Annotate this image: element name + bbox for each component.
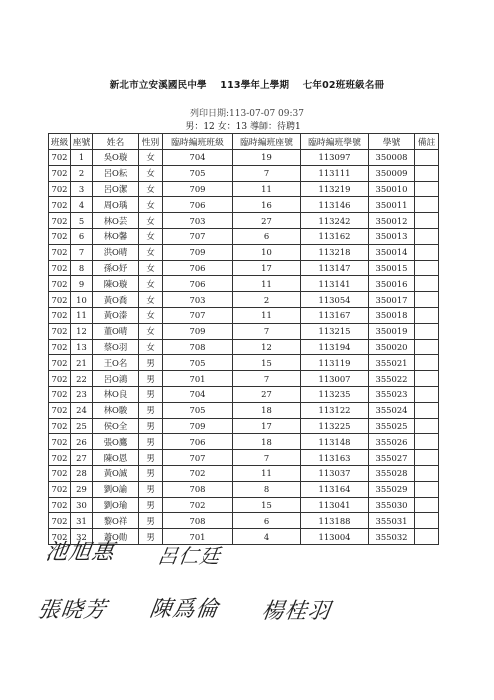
cell-temp-seat: 7 bbox=[233, 371, 301, 387]
cell-student-id: 350008 bbox=[369, 150, 415, 166]
col-header-temp-id: 臨時編班學號 bbox=[301, 134, 369, 150]
table-row bbox=[49, 339, 439, 355]
cell-name: 黃O誠 bbox=[93, 465, 139, 481]
cell-temp-id: 113146 bbox=[301, 197, 369, 213]
cell-temp-id: 113147 bbox=[301, 260, 369, 276]
cell-gender: 男 bbox=[139, 465, 163, 481]
cell-temp-seat: 10 bbox=[233, 244, 301, 260]
cell-temp-class: 704 bbox=[163, 386, 233, 402]
cell-student-id: 350012 bbox=[369, 213, 415, 229]
table-row bbox=[49, 355, 439, 371]
cell-temp-id: 113242 bbox=[301, 213, 369, 229]
cell-temp-id: 113122 bbox=[301, 402, 369, 418]
cell-gender: 男 bbox=[139, 371, 163, 387]
cell-temp-class: 703 bbox=[163, 292, 233, 308]
table-row bbox=[49, 434, 439, 450]
cell-seat: 4 bbox=[71, 197, 93, 213]
cell-temp-seat: 12 bbox=[233, 339, 301, 355]
cell-remarks bbox=[415, 260, 439, 276]
cell-remarks bbox=[415, 434, 439, 450]
table-row bbox=[49, 150, 439, 166]
cell-temp-id: 113188 bbox=[301, 513, 369, 529]
col-header-seat: 座號 bbox=[71, 134, 93, 150]
document-title bbox=[0, 77, 494, 91]
cell-seat: 32 bbox=[71, 529, 93, 545]
cell-temp-id: 113215 bbox=[301, 323, 369, 339]
table-header-row bbox=[49, 134, 439, 150]
table-row bbox=[49, 244, 439, 260]
cell-temp-seat: 8 bbox=[233, 481, 301, 497]
cell-remarks bbox=[415, 402, 439, 418]
cell-name: 劉O諭 bbox=[93, 481, 139, 497]
cell-class: 702 bbox=[49, 244, 71, 260]
cell-class: 702 bbox=[49, 307, 71, 323]
cell-temp-seat: 27 bbox=[233, 213, 301, 229]
cell-temp-class: 709 bbox=[163, 244, 233, 260]
cell-gender: 女 bbox=[139, 165, 163, 181]
cell-remarks bbox=[415, 339, 439, 355]
cell-temp-class: 705 bbox=[163, 165, 233, 181]
cell-remarks bbox=[415, 418, 439, 434]
cell-temp-class: 708 bbox=[163, 481, 233, 497]
cell-class: 702 bbox=[49, 371, 71, 387]
table-row bbox=[49, 402, 439, 418]
cell-seat: 5 bbox=[71, 213, 93, 229]
cell-temp-seat: 15 bbox=[233, 497, 301, 513]
table-row bbox=[49, 197, 439, 213]
cell-class: 702 bbox=[49, 465, 71, 481]
cell-temp-class: 707 bbox=[163, 228, 233, 244]
cell-name: 呂O耘 bbox=[93, 165, 139, 181]
cell-class: 702 bbox=[49, 386, 71, 402]
cell-student-id: 350014 bbox=[369, 244, 415, 260]
cell-seat: 2 bbox=[71, 165, 93, 181]
cell-seat: 30 bbox=[71, 497, 93, 513]
cell-temp-seat: 7 bbox=[233, 450, 301, 466]
cell-name: 黃O喬 bbox=[93, 292, 139, 308]
cell-remarks bbox=[415, 213, 439, 229]
cell-temp-class: 708 bbox=[163, 339, 233, 355]
cell-temp-seat: 11 bbox=[233, 465, 301, 481]
cell-seat: 9 bbox=[71, 276, 93, 292]
cell-temp-seat: 18 bbox=[233, 434, 301, 450]
cell-student-id: 355027 bbox=[369, 450, 415, 466]
cell-temp-class: 706 bbox=[163, 260, 233, 276]
table-row bbox=[49, 228, 439, 244]
col-header-name: 姓名 bbox=[93, 134, 139, 150]
cell-temp-class: 706 bbox=[163, 434, 233, 450]
col-header-temp-class: 臨時編班班級 bbox=[163, 134, 233, 150]
cell-name: 洪O晴 bbox=[93, 244, 139, 260]
cell-temp-seat: 15 bbox=[233, 355, 301, 371]
cell-temp-seat: 2 bbox=[233, 292, 301, 308]
cell-temp-class: 701 bbox=[163, 529, 233, 545]
cell-student-id: 355029 bbox=[369, 481, 415, 497]
cell-seat: 24 bbox=[71, 402, 93, 418]
cell-seat: 1 bbox=[71, 150, 93, 166]
cell-student-id: 355025 bbox=[369, 418, 415, 434]
cell-name: 黃O溱 bbox=[93, 307, 139, 323]
cell-class: 702 bbox=[49, 402, 71, 418]
cell-name: 侯O全 bbox=[93, 418, 139, 434]
cell-class: 702 bbox=[49, 450, 71, 466]
cell-gender: 女 bbox=[139, 323, 163, 339]
cell-class: 702 bbox=[49, 150, 71, 166]
cell-remarks bbox=[415, 307, 439, 323]
table-row bbox=[49, 450, 439, 466]
cell-class: 702 bbox=[49, 228, 71, 244]
cell-temp-seat: 17 bbox=[233, 418, 301, 434]
cell-student-id: 350015 bbox=[369, 260, 415, 276]
cell-student-id: 350011 bbox=[369, 197, 415, 213]
cell-name: 蕭O勛 bbox=[93, 529, 139, 545]
cell-student-id: 355031 bbox=[369, 513, 415, 529]
cell-remarks bbox=[415, 529, 439, 545]
cell-temp-class: 704 bbox=[163, 150, 233, 166]
cell-temp-seat: 18 bbox=[233, 402, 301, 418]
cell-class: 702 bbox=[49, 434, 71, 450]
cell-temp-id: 113194 bbox=[301, 339, 369, 355]
cell-remarks bbox=[415, 355, 439, 371]
cell-name: 吳O璇 bbox=[93, 150, 139, 166]
cell-student-id: 355030 bbox=[369, 497, 415, 513]
cell-remarks bbox=[415, 165, 439, 181]
print-date: 列印日期:113-07-07 09:37 bbox=[190, 109, 304, 119]
col-header-gender: 性別 bbox=[139, 134, 163, 150]
cell-student-id: 355024 bbox=[369, 402, 415, 418]
cell-class: 702 bbox=[49, 292, 71, 308]
cell-class: 702 bbox=[49, 165, 71, 181]
cell-remarks bbox=[415, 371, 439, 387]
cell-remarks bbox=[415, 513, 439, 529]
cell-gender: 女 bbox=[139, 260, 163, 276]
col-header-class: 班級 bbox=[49, 134, 71, 150]
cell-name: 林O良 bbox=[93, 386, 139, 402]
cell-name: 呂O鴻 bbox=[93, 371, 139, 387]
cell-temp-class: 703 bbox=[163, 213, 233, 229]
roster-table bbox=[48, 133, 439, 545]
cell-remarks bbox=[415, 244, 439, 260]
cell-remarks bbox=[415, 150, 439, 166]
cell-seat: 27 bbox=[71, 450, 93, 466]
cell-gender: 女 bbox=[139, 244, 163, 260]
cell-class: 702 bbox=[49, 260, 71, 276]
cell-class: 702 bbox=[49, 418, 71, 434]
cell-seat: 12 bbox=[71, 323, 93, 339]
cell-temp-id: 113164 bbox=[301, 481, 369, 497]
signature-2: 呂仁廷 bbox=[156, 544, 223, 568]
cell-temp-id: 113004 bbox=[301, 529, 369, 545]
cell-class: 702 bbox=[49, 481, 71, 497]
cell-seat: 11 bbox=[71, 307, 93, 323]
cell-temp-id: 113167 bbox=[301, 307, 369, 323]
cell-class: 702 bbox=[49, 323, 71, 339]
cell-remarks bbox=[415, 323, 439, 339]
cell-remarks bbox=[415, 197, 439, 213]
class-summary: 男：12 女：13 導師：待聘1 bbox=[185, 122, 301, 132]
cell-seat: 28 bbox=[71, 465, 93, 481]
cell-temp-seat: 19 bbox=[233, 150, 301, 166]
cell-temp-seat: 11 bbox=[233, 181, 301, 197]
cell-temp-class: 702 bbox=[163, 497, 233, 513]
cell-student-id: 355022 bbox=[369, 371, 415, 387]
cell-remarks bbox=[415, 481, 439, 497]
cell-remarks bbox=[415, 181, 439, 197]
cell-temp-id: 113219 bbox=[301, 181, 369, 197]
cell-seat: 23 bbox=[71, 386, 93, 402]
cell-gender: 女 bbox=[139, 339, 163, 355]
cell-class: 702 bbox=[49, 181, 71, 197]
cell-temp-seat: 6 bbox=[233, 513, 301, 529]
cell-temp-id: 113041 bbox=[301, 497, 369, 513]
cell-temp-class: 702 bbox=[163, 465, 233, 481]
cell-name: 呂O潔 bbox=[93, 181, 139, 197]
cell-student-id: 355028 bbox=[369, 465, 415, 481]
table-row bbox=[49, 418, 439, 434]
cell-gender: 男 bbox=[139, 497, 163, 513]
cell-student-id: 350010 bbox=[369, 181, 415, 197]
cell-temp-id: 113119 bbox=[301, 355, 369, 371]
term-label: 113學年上學期 bbox=[220, 80, 290, 91]
cell-gender: 女 bbox=[139, 292, 163, 308]
signature-1: 池旭惠 bbox=[43, 540, 117, 565]
cell-gender: 女 bbox=[139, 307, 163, 323]
table-row bbox=[49, 481, 439, 497]
table-row bbox=[49, 371, 439, 387]
cell-student-id: 355021 bbox=[369, 355, 415, 371]
cell-gender: 女 bbox=[139, 197, 163, 213]
table-row bbox=[49, 513, 439, 529]
table-row bbox=[49, 165, 439, 181]
cell-temp-class: 701 bbox=[163, 371, 233, 387]
cell-temp-seat: 4 bbox=[233, 529, 301, 545]
cell-temp-class: 709 bbox=[163, 418, 233, 434]
cell-gender: 女 bbox=[139, 213, 163, 229]
cell-name: 林O駿 bbox=[93, 402, 139, 418]
cell-seat: 31 bbox=[71, 513, 93, 529]
cell-seat: 8 bbox=[71, 260, 93, 276]
cell-gender: 男 bbox=[139, 386, 163, 402]
cell-name: 黎O祥 bbox=[93, 513, 139, 529]
table-row bbox=[49, 292, 439, 308]
cell-student-id: 355032 bbox=[369, 529, 415, 545]
cell-gender: 男 bbox=[139, 434, 163, 450]
cell-gender: 女 bbox=[139, 150, 163, 166]
table-row bbox=[49, 276, 439, 292]
cell-class: 702 bbox=[49, 497, 71, 513]
cell-name: 陳O恩 bbox=[93, 450, 139, 466]
cell-student-id: 350009 bbox=[369, 165, 415, 181]
cell-temp-id: 113111 bbox=[301, 165, 369, 181]
cell-remarks bbox=[415, 292, 439, 308]
cell-name: 王O名 bbox=[93, 355, 139, 371]
cell-temp-class: 706 bbox=[163, 197, 233, 213]
table-row bbox=[49, 181, 439, 197]
table-row bbox=[49, 497, 439, 513]
cell-temp-seat: 17 bbox=[233, 260, 301, 276]
cell-gender: 男 bbox=[139, 402, 163, 418]
cell-remarks bbox=[415, 465, 439, 481]
cell-name: 劉O瑜 bbox=[93, 497, 139, 513]
cell-seat: 26 bbox=[71, 434, 93, 450]
cell-class: 702 bbox=[49, 355, 71, 371]
cell-gender: 男 bbox=[139, 355, 163, 371]
cell-seat: 21 bbox=[71, 355, 93, 371]
cell-temp-class: 705 bbox=[163, 402, 233, 418]
cell-temp-class: 709 bbox=[163, 323, 233, 339]
cell-gender: 男 bbox=[139, 418, 163, 434]
cell-remarks bbox=[415, 228, 439, 244]
cell-temp-class: 707 bbox=[163, 307, 233, 323]
cell-temp-id: 113235 bbox=[301, 386, 369, 402]
cell-seat: 7 bbox=[71, 244, 93, 260]
cell-student-id: 350020 bbox=[369, 339, 415, 355]
cell-temp-class: 705 bbox=[163, 355, 233, 371]
cell-seat: 6 bbox=[71, 228, 93, 244]
cell-name: 周O瑀 bbox=[93, 197, 139, 213]
cell-class: 702 bbox=[49, 529, 71, 545]
cell-seat: 22 bbox=[71, 371, 93, 387]
cell-gender: 男 bbox=[139, 481, 163, 497]
cell-temp-id: 113141 bbox=[301, 276, 369, 292]
cell-seat: 3 bbox=[71, 181, 93, 197]
cell-gender: 女 bbox=[139, 181, 163, 197]
cell-temp-seat: 11 bbox=[233, 307, 301, 323]
col-header-remarks: 備註 bbox=[415, 134, 439, 150]
cell-temp-id: 113225 bbox=[301, 418, 369, 434]
cell-gender: 女 bbox=[139, 276, 163, 292]
cell-temp-seat: 16 bbox=[233, 197, 301, 213]
cell-student-id: 355026 bbox=[369, 434, 415, 450]
table-row bbox=[49, 307, 439, 323]
signature-5: 楊桂羽 bbox=[259, 599, 333, 624]
cell-remarks bbox=[415, 276, 439, 292]
signature-4: 陳爲倫 bbox=[147, 597, 221, 622]
cell-temp-id: 113148 bbox=[301, 434, 369, 450]
table-row bbox=[49, 465, 439, 481]
cell-temp-id: 113007 bbox=[301, 371, 369, 387]
cell-seat: 25 bbox=[71, 418, 93, 434]
cell-remarks bbox=[415, 386, 439, 402]
cell-temp-id: 113218 bbox=[301, 244, 369, 260]
signature-3: 張晓芳 bbox=[35, 598, 109, 623]
cell-temp-class: 709 bbox=[163, 181, 233, 197]
cell-remarks bbox=[415, 497, 439, 513]
school-name: 新北市立安溪國民中學 bbox=[109, 80, 207, 91]
cell-gender: 男 bbox=[139, 529, 163, 545]
cell-temp-seat: 7 bbox=[233, 165, 301, 181]
cell-class: 702 bbox=[49, 197, 71, 213]
cell-name: 張O鷹 bbox=[93, 434, 139, 450]
cell-student-id: 350016 bbox=[369, 276, 415, 292]
cell-seat: 10 bbox=[71, 292, 93, 308]
table-row bbox=[49, 323, 439, 339]
cell-temp-id: 113054 bbox=[301, 292, 369, 308]
cell-seat: 13 bbox=[71, 339, 93, 355]
cell-gender: 男 bbox=[139, 450, 163, 466]
cell-temp-seat: 7 bbox=[233, 323, 301, 339]
cell-student-id: 350013 bbox=[369, 228, 415, 244]
cell-class: 702 bbox=[49, 213, 71, 229]
cell-gender: 男 bbox=[139, 513, 163, 529]
col-header-temp-seat: 臨時編班座號 bbox=[233, 134, 301, 150]
cell-student-id: 350018 bbox=[369, 307, 415, 323]
cell-gender: 女 bbox=[139, 228, 163, 244]
cell-student-id: 350019 bbox=[369, 323, 415, 339]
cell-temp-id: 113163 bbox=[301, 450, 369, 466]
col-header-student-id: 學號 bbox=[369, 134, 415, 150]
table-row bbox=[49, 386, 439, 402]
cell-seat: 29 bbox=[71, 481, 93, 497]
cell-student-id: 355023 bbox=[369, 386, 415, 402]
cell-class: 702 bbox=[49, 276, 71, 292]
class-title: 七年02班班級名冊 bbox=[302, 80, 385, 91]
cell-name: 林O馨 bbox=[93, 228, 139, 244]
cell-temp-class: 706 bbox=[163, 276, 233, 292]
cell-student-id: 350017 bbox=[369, 292, 415, 308]
cell-temp-id: 113097 bbox=[301, 150, 369, 166]
table-row bbox=[49, 260, 439, 276]
table-row bbox=[49, 213, 439, 229]
cell-name: 蔡O羽 bbox=[93, 339, 139, 355]
cell-temp-id: 113037 bbox=[301, 465, 369, 481]
cell-temp-class: 707 bbox=[163, 450, 233, 466]
cell-name: 孫O妤 bbox=[93, 260, 139, 276]
cell-temp-seat: 11 bbox=[233, 276, 301, 292]
cell-temp-class: 708 bbox=[163, 513, 233, 529]
cell-temp-seat: 27 bbox=[233, 386, 301, 402]
cell-temp-id: 113162 bbox=[301, 228, 369, 244]
cell-class: 702 bbox=[49, 339, 71, 355]
cell-name: 陳O璇 bbox=[93, 276, 139, 292]
cell-name: 林O芸 bbox=[93, 213, 139, 229]
cell-temp-seat: 6 bbox=[233, 228, 301, 244]
cell-class: 702 bbox=[49, 513, 71, 529]
cell-remarks bbox=[415, 450, 439, 466]
cell-name: 董O晴 bbox=[93, 323, 139, 339]
